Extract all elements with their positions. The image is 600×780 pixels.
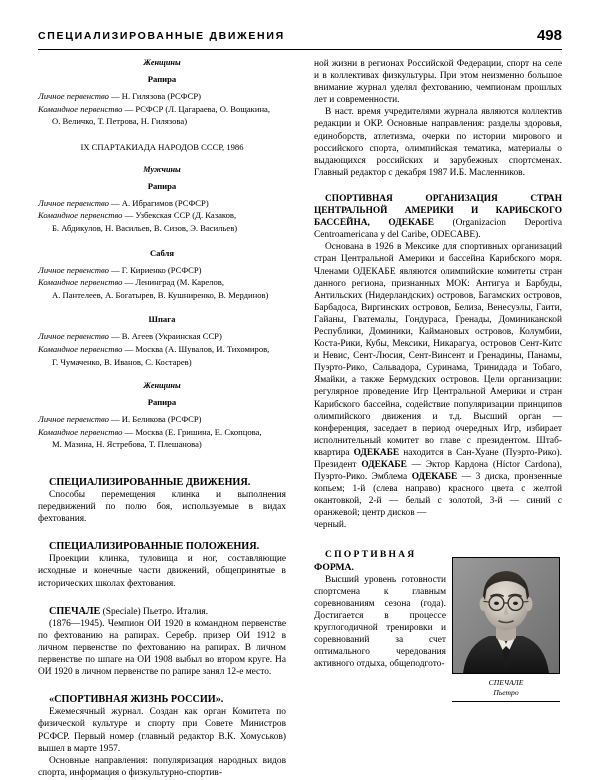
odecabe-bold-3: ОДЕКАБЕ	[411, 472, 458, 483]
spacer	[38, 236, 286, 248]
photo-frame	[452, 557, 560, 674]
entry-body: Способы перемещения клинка и выполнения передвижений по полю боя, используемые в видах фехтования.	[38, 490, 286, 525]
result-individual-value: — А. Ибрагимов (РСФСР)	[108, 197, 209, 208]
entry-headword-tail: .	[220, 694, 224, 706]
odecabe-bold-1: ОДЕКАБЕ	[353, 447, 400, 458]
result-individual-label: Личное первенство	[38, 197, 109, 208]
games-title: IX СПАРТАКИАДА НАРОДОВ СССР, 1986	[80, 141, 244, 152]
result-line	[38, 414, 286, 426]
results-weapon-label: Рапира	[147, 180, 177, 191]
result-team-label: Командное первенство	[38, 103, 123, 114]
entry-headword-line2	[314, 561, 446, 574]
running-head-title: СПЕЦИАЛИЗИРОВАННЫЕ ДВИЖЕНИЯ	[38, 30, 285, 42]
photo-caption-firstname: Пьетро	[493, 687, 519, 697]
photo-caption	[452, 678, 560, 697]
result-team-value: — Москва (А. Шувалов, И. Тихомиров,	[122, 343, 270, 354]
result-line	[38, 91, 286, 103]
entry-headword-block	[314, 193, 562, 241]
odecabe-text-b: находится в Сан-Хуане (Пуэрто-Рико). Президент	[314, 447, 563, 470]
result-line	[38, 198, 286, 210]
entry-sportivnaya-zhizn-rossii	[38, 694, 286, 779]
spacer	[38, 369, 286, 381]
results-gender-label: Женщины	[143, 58, 181, 67]
result-team-label: Командное первенство	[38, 426, 123, 437]
figure-spechale	[452, 557, 560, 702]
result-line	[38, 265, 286, 277]
results-block-women-1	[38, 58, 286, 128]
entry-body-wrap	[314, 574, 446, 671]
result-team-value: — Москва (Е. Гришина, Е. Скопцова,	[122, 426, 262, 437]
result-line	[38, 331, 286, 343]
photo-caption-surname: СПЕЧАЛЕ	[488, 678, 524, 687]
results-gender-label: Женщины	[143, 381, 181, 391]
result-line-continued: О. Величко, Т. Петрова, Н. Гилязова)	[52, 116, 188, 127]
entry-headword: СПЕЦИАЛИЗИРОВАННЫЕ ДВИЖЕНИЯ	[49, 476, 248, 488]
entry-headword-tail: .	[256, 541, 260, 553]
portrait-photo	[453, 558, 559, 673]
entry-paragraph	[38, 606, 286, 618]
result-team-label: Командное первенство	[38, 343, 123, 354]
result-team-label: Командное первенство	[38, 210, 123, 221]
entry-headword-tail: .	[247, 476, 251, 488]
result-line-continued: А. Пантелеев, А. Богатырев, В. Кушниренко, В. Мердинов)	[52, 289, 269, 300]
caption-divider	[452, 701, 560, 702]
entry-body: Высший уровень готовности спортсмена к главным соревнованиям сезона (года). Достигается в процессе круглогодичной тренировки и соревнований за счет оптимального чередования активного отдыха, общеподгото-	[314, 574, 446, 670]
entry-headword-line2-text: ФОРМА	[314, 561, 352, 573]
result-team-value: — РСФСР (Л. Цагараева, О. Вощакина,	[122, 103, 271, 114]
running-head	[38, 27, 562, 56]
result-individual-label: Личное первенство	[38, 414, 109, 425]
result-line	[38, 210, 286, 222]
result-line	[38, 344, 286, 356]
entry-body-continued: ной жизни в регионах Российской Федерации, спорт на селе и в коллективах физкультуры. При этом неизменно большое внимание журнал уделял фехтованию, чемпионам прошлых лет и современности.	[314, 59, 562, 106]
entry-body-last-line: черный.	[314, 520, 347, 531]
entry-paragraph	[38, 541, 286, 553]
result-individual-value: — Г. Кириенко (РСФСР)	[108, 264, 202, 275]
result-individual-value: — Н. Гилязова (РСФСР)	[108, 91, 201, 101]
result-individual-label: Личное первенство	[38, 264, 109, 275]
entry-paragraph	[38, 477, 286, 489]
entry-spechale	[38, 606, 286, 679]
entry-headword: СПЕЧАЛЕ	[49, 605, 101, 617]
results-gender-label: Мужчины	[143, 164, 181, 174]
entry-headword-tail: (Organizacion Deportiva Centroamericana y del Caribe, ODECABE).	[314, 218, 562, 241]
entry-paragraph	[38, 694, 286, 706]
entry-body: (1876—1945). Чемпион ОИ 1920 в командном первенстве по фехтованию на рапирах. Серебр. призер ОИ 1912 в личном первенстве по фехтованию на рапирах. В личном первенстве по шпаге на ОИ 1908 выбыл во втором круге. На ОИ 1920 в личном первенстве по рапире занял 12-е место.	[38, 618, 286, 678]
entry-headword: СПОРТИВНАЯ ОРГАНИЗАЦИЯ СТРАН ЦЕНТРАЛЬНОЙ АМЕРИКИ И КАРИБСКОГО БАССЕЙНА, ОДЕКАБЕ	[314, 193, 562, 229]
entry-body	[314, 241, 562, 519]
odecabe-text-d: — 3 диска, пронзенные копьем; 1-й (слева направо) красного цвета с желтой окантовкой, 2-й — белый с золотой, 3-й — синий с оранжевой; центр дисков —	[314, 472, 562, 519]
odecabe-text-c: — Эктор Кардона (Híctor Cardona), Пуэрто-Рико. Эмблема	[314, 460, 562, 483]
entry-sportivnaya-zhizn-rossii-continued	[314, 58, 562, 179]
result-individual-label: Личное первенство	[38, 331, 109, 342]
result-line-continued: Г. Чумаченко, В. Иванов, С. Костарев)	[52, 356, 192, 367]
left-column	[38, 58, 286, 779]
entry-odecabe	[314, 193, 562, 532]
entry-body: В наст. время учредителями журнала являются коллектив редакции и ОКР. Основные направления: разделы здоровья, единоборств, атлетизма, очерки по истории мирового и российского спорта, олимпийская тематика, материалы о выдающихся российских и зарубежных спортсменах. Главный редактор с декабря 1987 И.Б. Масленников.	[314, 107, 562, 178]
entry-body: Проекции клинка, туловища и ног, составляющие исходные и конечные части движений, общепринятые в исторических школах фехтования.	[38, 554, 286, 589]
entry-specializirovannye-dvizheniya	[38, 477, 286, 525]
result-line	[38, 104, 286, 116]
result-team-label: Командное первенство	[38, 277, 123, 288]
entry-specializirovannye-polozheniya	[38, 541, 286, 589]
results-weapon-label: Рапира	[147, 397, 177, 408]
entry-body: Ежемесячный журнал. Создан как орган Комитета по физической культуре и спорту при Совете Министров РСФСР. Первый номер (главный редактор В.К. Хомуськов) вышел в марте 1957.	[38, 707, 286, 754]
entry-headword: «СПОРТИВНАЯ ЖИЗНЬ РОССИИ»	[49, 694, 221, 706]
entry-headword-tail: .	[351, 561, 354, 573]
result-line-continued: Б. Абдикулов, Н. Васильев, В. Сизов, Э. Васильев)	[52, 222, 238, 233]
entry-headword: СПЕЦИАЛИЗИРОВАННЫЕ ПОЛОЖЕНИЯ	[49, 541, 257, 553]
result-individual-label: Личное первенство	[38, 91, 109, 101]
header-divider	[38, 49, 562, 50]
page-number: 498	[536, 27, 562, 44]
result-team-value: — Узбекская ССР (Д. Казаков,	[122, 210, 237, 221]
odecabe-text-a: Основана в 1926 в Мексике для спортивных организаций стран Центральной Америки и бассейна Карибского моря. Членами ОДЕКАБЕ являются олимпийские комитеты стран данного региона, признанных МОК: Антигуа и Барбуды, Антильских (Нидерландских) островов, Багамских островов, Барбадоса, Виргинских островов, Белиза, Венесуэлы, Гаити, Гайаны, Гватемалы, Гондураса, Гренады, Доминиканской Республики, Доминики, Каймановых островов, Колумбии, Коста-Рики, Кубы, Мексики, Никарагуа, островов Сент-Китс и Невис, Сент-Люсия, Сент-Винсент и Гренадины, Панамы, Пуэрто-Рико, Сальвадора, Суринама, Тринидада и Тобаго, Ямайки, а также Бермудских островов. Цели организации: регулярное проведение Игр Центральной Америки и стран Карибского бассейна, содействие популяризации принципов олимпийского движения и т.д. Высший орган — конференция, заседает в период очередных Игр, избирает исполнительный комитет во главе с президентом. Штаб-квартира	[314, 242, 562, 458]
result-line-continued: М. Мазина, Н. Ястребова, Т. Плешанова)	[52, 439, 202, 450]
entry-headword-tail: (Speciale) Пьетро. Италия.	[100, 606, 209, 617]
result-line	[38, 427, 286, 439]
entry-body: Основные направления: популяризация народных видов спорта, информация о физкультурно-спортив-	[38, 755, 286, 778]
odecabe-bold-2: ОДЕКАБЕ	[361, 460, 407, 470]
results-block-men	[38, 165, 286, 368]
results-block-women-2	[38, 381, 286, 451]
entry-sportivnaya-forma	[314, 548, 446, 671]
entry-headword-line1: СПОРТИВНАЯ	[325, 548, 417, 560]
result-individual-value: — И. Беликова (РСФСР)	[108, 414, 202, 425]
results-weapon-label: Сабля	[149, 247, 175, 258]
result-individual-value: — В. Агеев (Украинская ССР)	[108, 331, 222, 342]
spacer	[38, 302, 286, 314]
results-weapon-label: Шпага	[148, 314, 176, 325]
result-team-value: — Ленинград (М. Карелов,	[122, 277, 224, 288]
result-line	[38, 277, 286, 289]
results-weapon-label: Рапира	[147, 74, 177, 84]
